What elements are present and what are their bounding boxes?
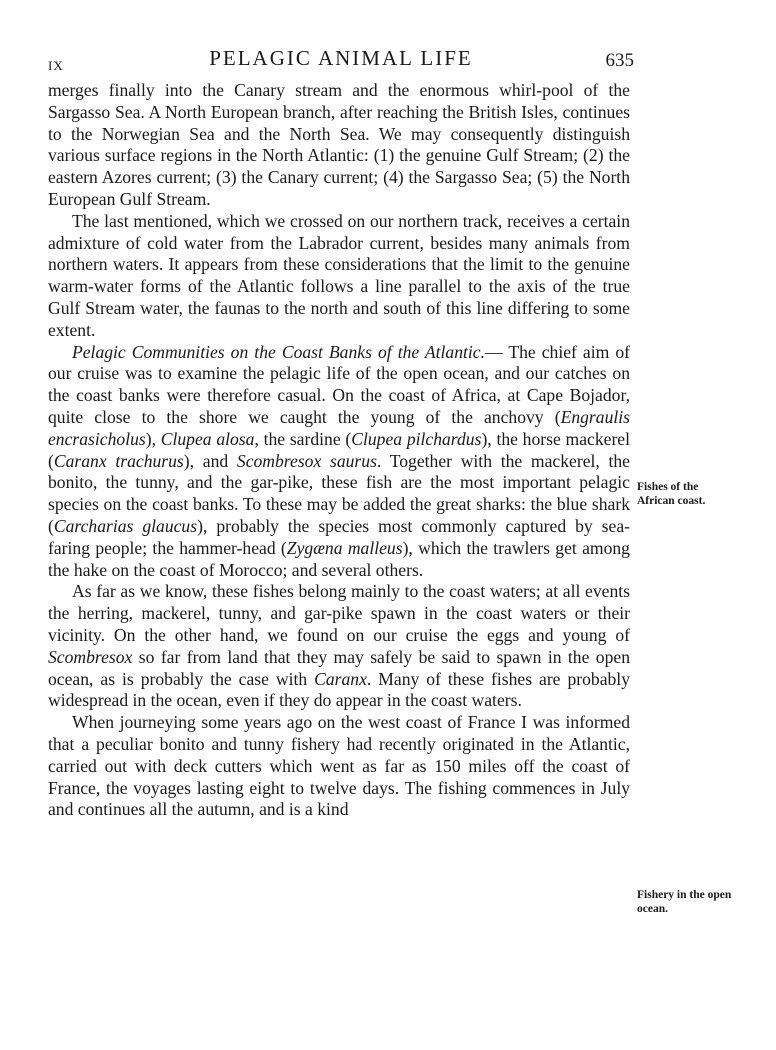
species-name: Scombresox saurus xyxy=(236,450,377,471)
page-header xyxy=(48,46,634,74)
running-title: PELAGIC ANIMAL LIFE xyxy=(209,46,473,70)
signature-mark: IX xyxy=(48,58,64,73)
section-heading: Pelagic Communities on the Coast Banks of the Atlantic. xyxy=(72,341,486,362)
species-name: Zygæna malleus xyxy=(286,537,403,558)
margin-note-african-coast: Fishes of the African coast. xyxy=(637,481,706,507)
species-name: Carcharias glaucus xyxy=(53,515,198,536)
paragraph-4: As far as we know, these fishes belong mainly to the coast waters; at all events the herring, mackerel, tunny, and gar-pike spawn in the coast waters or their vicinity. On the other hand, we found on our cruise the eggs and young of Scombresox so far from land that they may safely be said to spawn in the open ocean, as is probably the case with Caranx. Many of these fishes are probably widespread in the ocean, even if they do appear in the coast waters. xyxy=(48,581,630,711)
species-name: Clupea pilchardus xyxy=(351,428,482,449)
paragraph-5: When journeying some years ago on the west coast of France I was informed that a peculiar bonito and tunny fishery had recently originated in the Atlantic, carried out with deck cutters which went as far as 150 miles off the coast of France, the voyages lasting eight to twelve days. The fishing commences in July and continues all the autumn, and is a kind xyxy=(48,712,630,820)
species-name: Clupea alosa xyxy=(160,428,255,449)
paragraph-3: Pelagic Communities on the Coast Banks of the Atlantic.— The chief aim of our cruise was to examine the pelagic life of the open ocean, and our catches on the coast banks were therefore casual. On the coast of Africa, at Cape Bojador, quite close to the shore we caught the young of the anchovy (Engraulis encrasicholus), Clupea alosa, the sardine (Clupea pilchardus), the horse mackerel (Caranx trachurus), and Scombresox saurus. Together with the mackerel, the bonito, the tunny, and the gar-pike, these fish are the most important pelagic species on the coast banks. To these may be added the great sharks: the blue shark (Carcharias glaucus), probably the species most commonly captured by sea-faring people; the hammer-head (Zygæna malleus), which the trawlers get among the hake on the coast of Morocco; and several others. xyxy=(48,341,630,580)
paragraph-1: merges finally into the Canary stream and the enormous whirl-pool of the Sargasso Sea. A North European branch, after reaching the British Isles, continues to the Norwegian Sea and the North Sea. We may consequently distinguish various surface regions in the North Atlantic: (1) the genuine Gulf Stream; (2) the eastern Azores current; (3) the Canary current; (4) the Sargasso Sea; (5) the North European Gulf Stream. xyxy=(48,80,630,209)
paragraph-2: The last mentioned, which we crossed on our northern track, receives a certain admixture of cold water from the Labrador current, besides many animals from northern waters. It appears from these considerations that the limit to the genuine warm-water forms of the Atlantic follows a line parallel to the axis of the true Gulf Stream water, the faunas to the north and south of this line differing to some extent. xyxy=(48,210,630,340)
species-name: Caranx trachurus xyxy=(53,450,184,471)
page-number: 635 xyxy=(605,50,634,71)
margin-note-open-ocean: Fishery in the open ocean. xyxy=(637,889,732,915)
species-name: Caranx xyxy=(314,668,367,689)
body-text xyxy=(48,80,630,821)
species-name: Engraulis encrasicholus xyxy=(48,406,630,449)
species-name: Scombresox xyxy=(48,646,133,667)
